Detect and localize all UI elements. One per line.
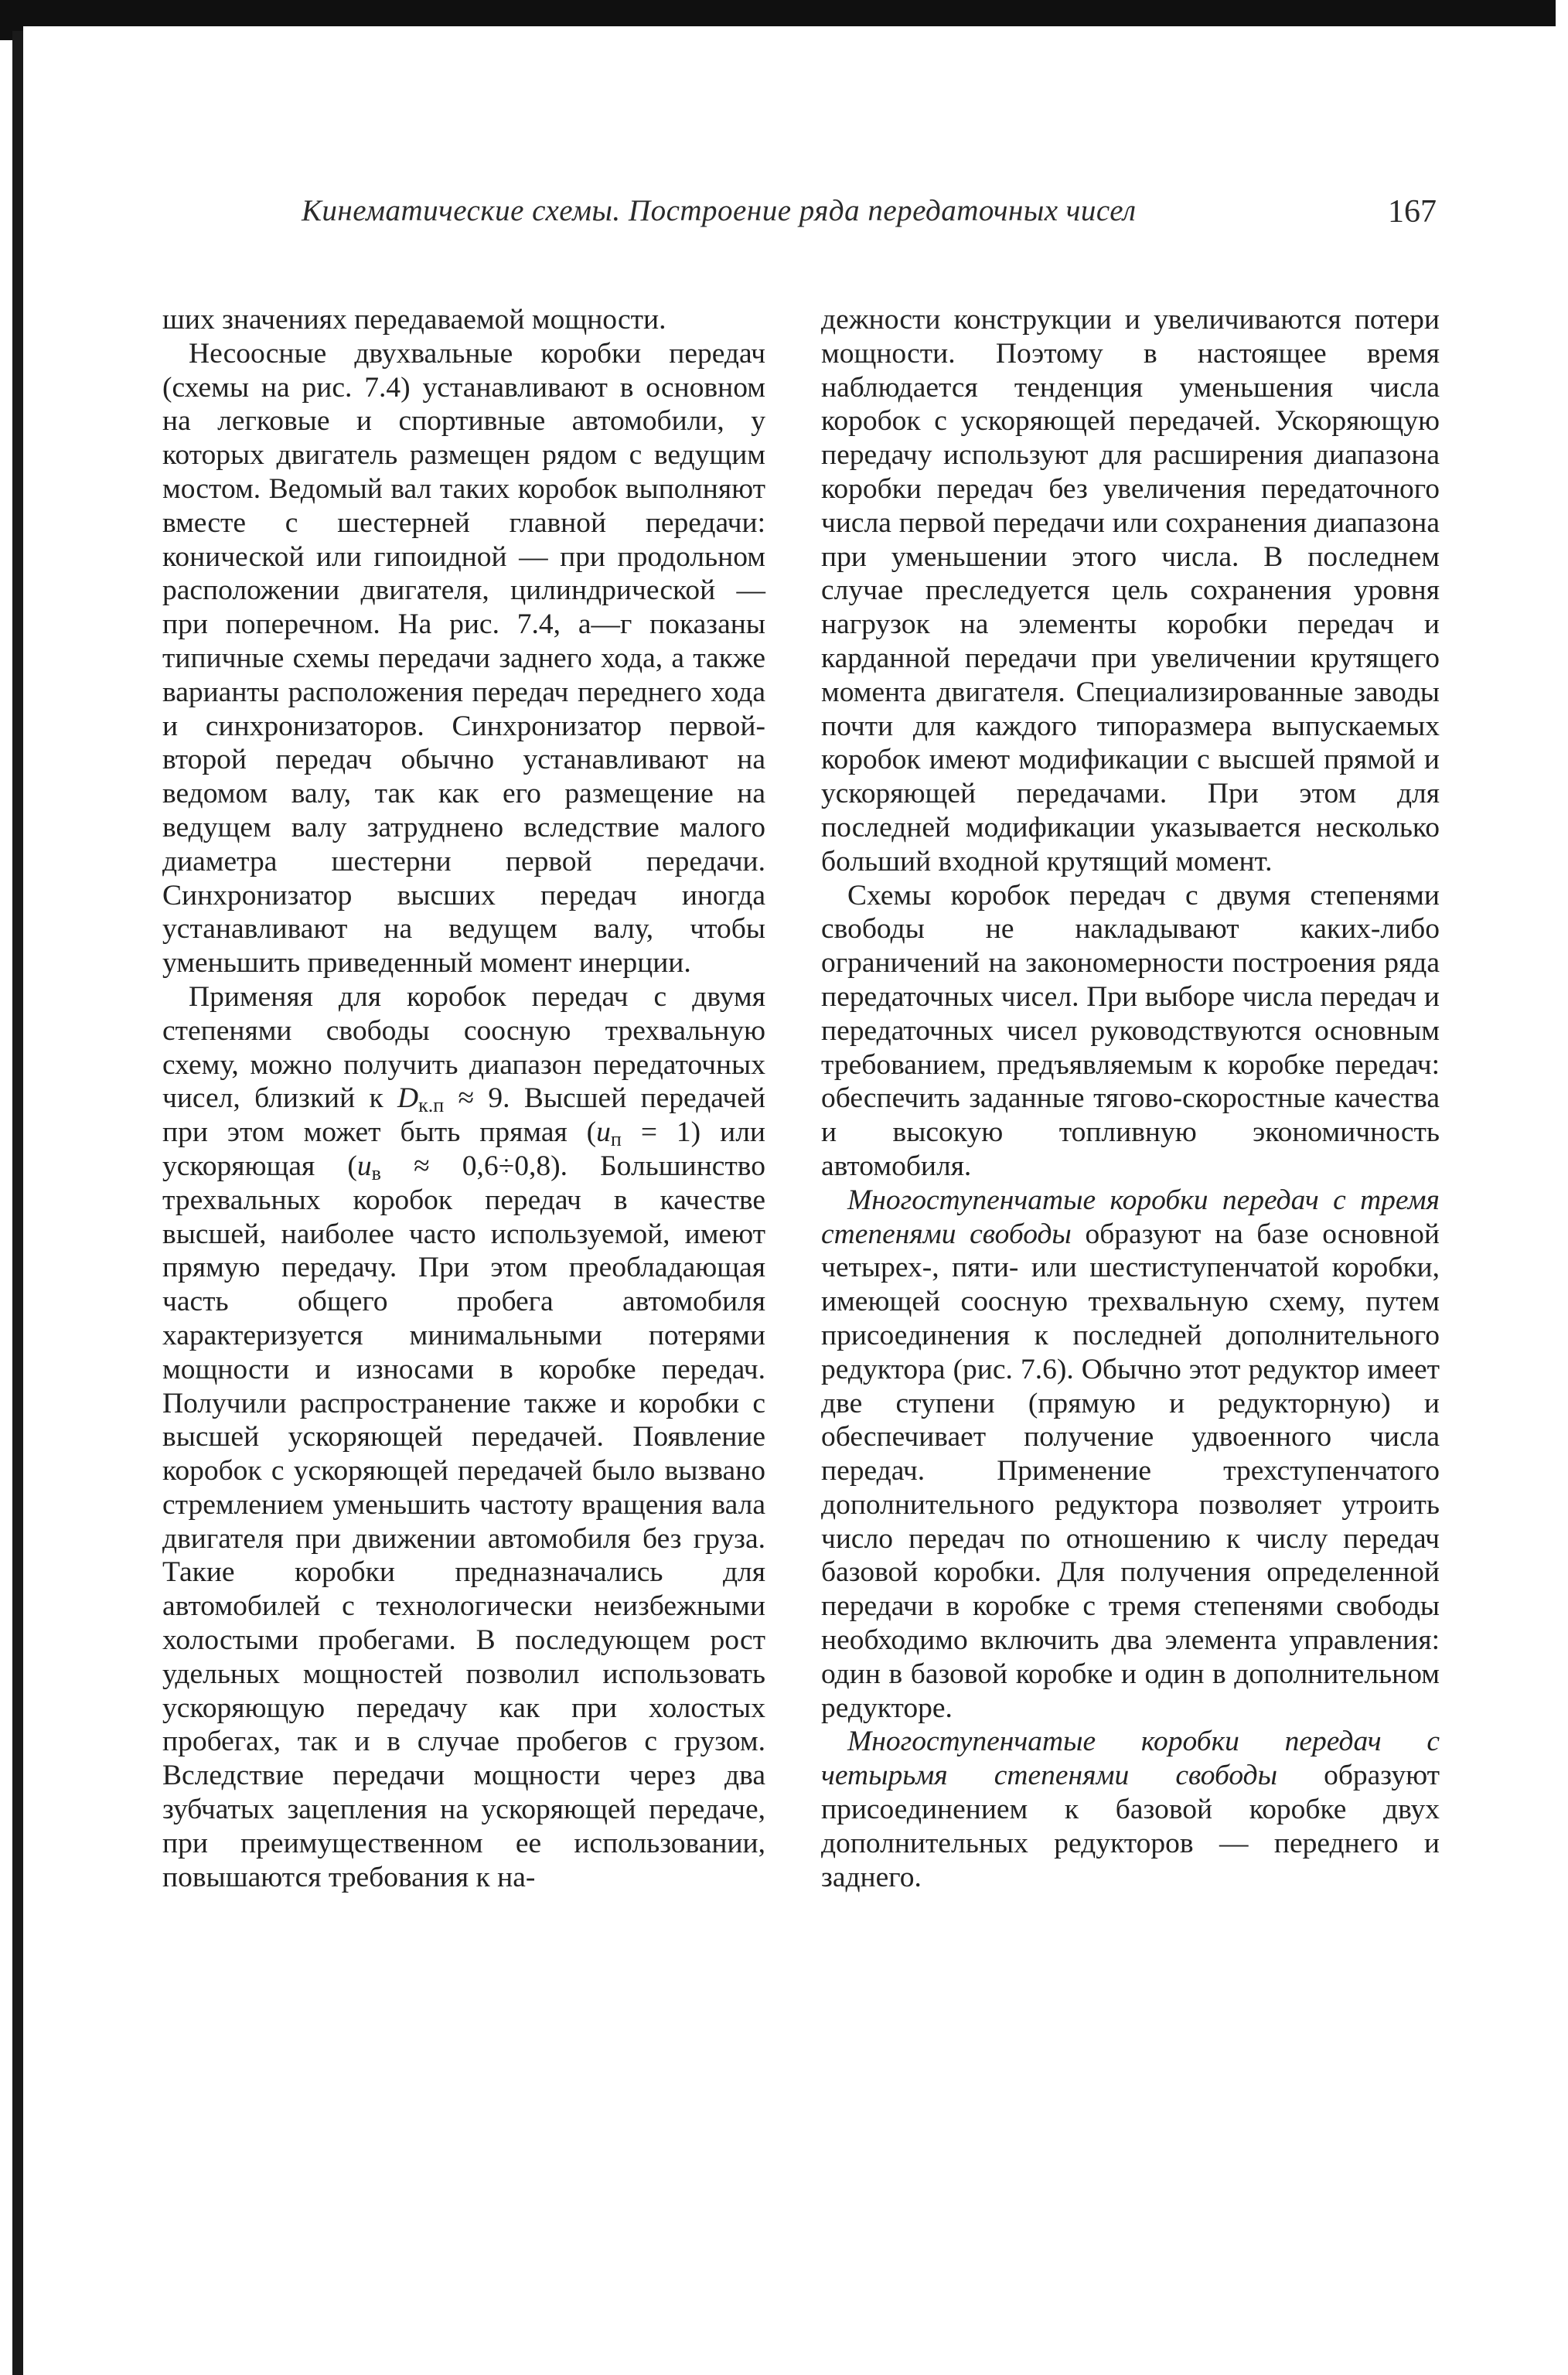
paragraph: ших значениях передаваемой мощности. — [162, 304, 666, 336]
paragraph — [162, 980, 765, 1895]
paragraph: дежности конструкции и увеличиваются потери мощности. Поэтому в настоящее время наблюдается тенденция уменьшения числа коробок с ускоряющей передачей. Ускоряющую передачу используют для расширения диапазона коробки передач без увеличения передаточного числа первой передачи или сохранения диапазона при уменьшении этого числа. В последнем случае преследуется цель сохранения уровня нагрузок на элементы коробки передач и карданной передачи при увеличении крутящего момента двигателя. Специализированные заводы почти для каждого типоразмера выпускаемых коробок имеют модификации с высшей прямой и ускоряющей передачами. При этом для последней модификации указывается несколько больший входной крутящий момент. — [821, 304, 1440, 877]
subscript-v: в — [371, 1161, 381, 1184]
symbol-u: u — [356, 1150, 372, 1182]
paragraph — [821, 1184, 1440, 1726]
paragraph: Схемы коробок передач с двумя степенями свободы не накладывают каких-либо ограничений на закономерности построения ряда передаточных чисел. При выборе числа передач и передаточных чисел руководствуются основным требованием, предъявляемым к коробке передач: обеспечить заданные тягово-скоростные качества и высокую топливную экономичность автомобиля. — [821, 879, 1440, 1182]
subscript-p: п — [610, 1128, 622, 1151]
paragraph: Несоосные двухвальные коробки передач (схемы на рис. 7.4) устанавливают в основном на легковые и спортивные автомобили, у которых двигатель размещен рядом с ведущим мостом. Ведомый вал таких коробок выполняют вместе с шестерней главной передачи: конической или гипоидной — при продольном расположении двигателя, цилиндрической — при поперечном. На рис. 7.4, а—г показаны типичные схемы передачи заднего хода, а также варианты расположения передач переднего хода и синхронизаторов. Синхронизатор первой-второй передач обычно устанавливают на ведомом валу, так как его размещение на ведущем валу затруднено вследствие малого диаметра шестерни первой передачи. Синхронизатор высших передач иногда устанавливают на ведущем валу, чтобы уменьшить приведенный момент инерции. — [162, 337, 765, 980]
symbol-D: D — [397, 1082, 419, 1115]
paragraph-text: образуют на базе основной четырех-, пяти- или шестиступенчатой коробки, имеющей соосную трехвальную схему, путем присоединения к последней дополнительного редуктора (рис. 7.6). Обычно этот редуктор имеет две ступени (прямую и редукторную) и обеспечивает получение удвоенного числа передач. Применение трехступенчатого дополнительного редуктора позволяет утроить число передач по отношению к числу передач базовой коробки. Для получения определенной передачи в коробке с тремя степенями свободы необходимо включить два элемента управления: один в базовой коробке и один в дополнительном редукторе. — [821, 1218, 1440, 1724]
left-column — [162, 303, 765, 1894]
paragraph-text: Применяя для коробок передач с двумя степенями свободы соосную трехвальную схему, можно получить диапазон передаточных чисел, близкий к — [162, 980, 765, 1115]
page-top-border — [0, 0, 1556, 26]
italic-term: Многоступенчатые коробки передач с тремя степенями свободы — [821, 1184, 1440, 1250]
symbol-u: u — [596, 1116, 611, 1149]
paragraph-text: = 1) или ускоряющая ( — [162, 1116, 765, 1182]
paragraph-text: ≈ 0,6÷0,8). Большинство трехвальных коробок передач в качестве высшей, наиболее часто используемой, имеют прямую передачу. При этом преобладающая часть общего пробега автомобиля характеризуется минимальными потерями мощности и износами в коробке передач. Получили распространение также и коробки с высшей ускоряющей передачей. Появление коробок с ускоряющей передачей было вызвано стремлением уменьшить частоту вращения вала двигателя при движении автомобиля без груза. Такие коробки предназначались для автомобилей с технологически неизбежными холостыми пробегами. В последующем рост удельных мощностей позволил использовать ускоряющую передачу как при холостых пробегах, так и в случае пробегов с грузом. Вследствие передачи мощности через два зубчатых зацепления на ускоряющей передаче, при преимущественном ее использовании, повышаются требования к на- — [162, 1150, 766, 1893]
page-left-border — [12, 31, 23, 2375]
page-number: 167 — [1388, 194, 1437, 230]
running-title: Кинематические схемы. Построение ряда передаточных чисел — [302, 194, 1137, 227]
paragraph — [821, 1725, 1440, 1894]
subscript-kp: к.п — [418, 1094, 445, 1117]
paragraph-text: ≈ 9. Высшей передачей при этом может быть прямая ( — [162, 1082, 765, 1149]
right-column — [821, 303, 1440, 1894]
italic-term: Многоступенчатые коробки передач с четырьмя степенями свободы — [821, 1726, 1440, 1792]
paragraph-text: образуют присоединением к базовой коробке двух дополнительных редукторов — переднего и заднего. — [821, 1760, 1440, 1893]
